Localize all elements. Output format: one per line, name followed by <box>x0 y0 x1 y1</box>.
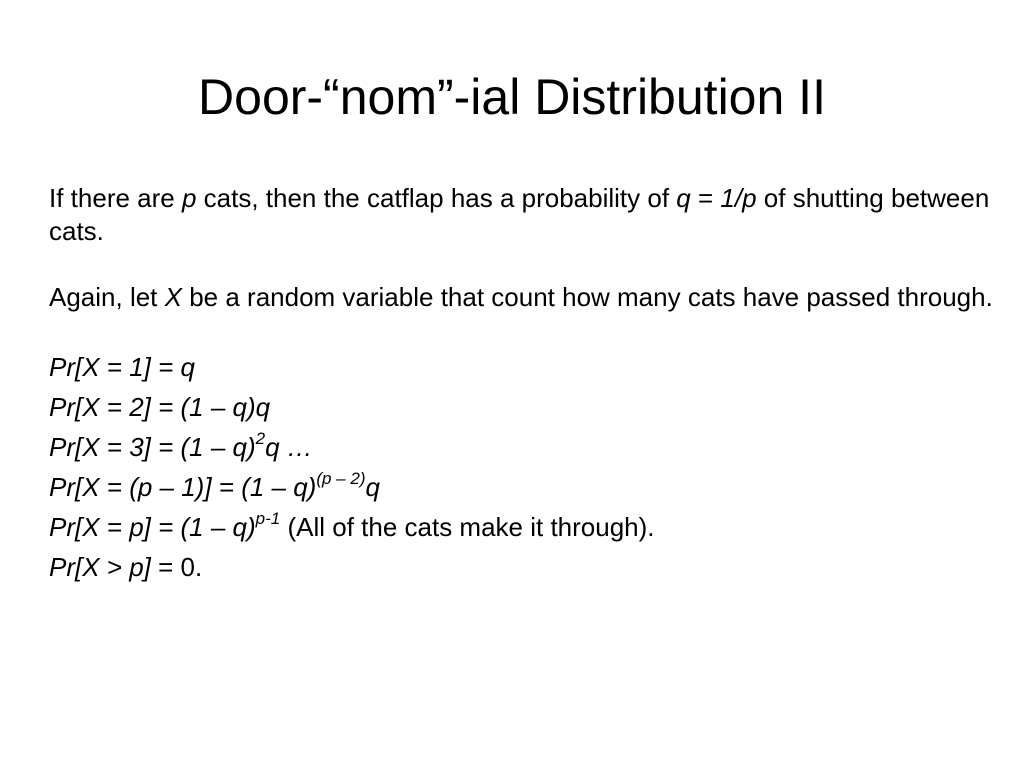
slide-title: Door-“nom”-ial Distribution II <box>198 69 826 125</box>
equation-note: = 0. <box>150 552 203 582</box>
equation-main: Pr[X = 3] = (1 – q) <box>49 432 256 462</box>
equation-line <box>49 547 999 587</box>
text-segment: be a random variable that count how many cats have passed through. <box>181 282 993 312</box>
text-segment: Again, let <box>49 282 165 312</box>
equation-main: Pr[X = p] = (1 – q) <box>49 512 256 542</box>
slide-body <box>49 182 999 587</box>
equation-note: (All of the cats make it through). <box>280 512 655 542</box>
equation-list <box>49 347 999 587</box>
equation-exponent: 2 <box>255 429 266 449</box>
equation-main: Pr[X > p] <box>49 552 151 582</box>
equation-tail: q <box>365 472 380 502</box>
equation-tail: q … <box>265 432 313 462</box>
equation-line <box>49 507 999 547</box>
text-segment: If there are <box>49 183 182 213</box>
text-segment: cats, then the catflap has a probability of <box>196 183 677 213</box>
equation-line <box>49 387 999 427</box>
paragraph-random-variable <box>49 281 999 314</box>
paragraph-probability <box>49 182 999 248</box>
text-segment: of shutting between cats. <box>49 183 990 246</box>
equation-exponent: p-1 <box>255 509 281 529</box>
equation-line <box>49 347 999 387</box>
equation-main: Pr[X = 1] = q <box>49 352 195 382</box>
variable-x: X <box>164 282 182 312</box>
equation-exponent: (p – 2) <box>316 469 366 489</box>
equation-main: Pr[X = 2] = (1 – q)q <box>49 392 271 422</box>
text-segment: = <box>690 183 721 213</box>
equation-line <box>49 467 999 507</box>
expression-one-over-p: 1/p <box>720 183 757 213</box>
variable-q: q <box>676 183 691 213</box>
equation-line <box>49 427 999 467</box>
equation-main: Pr[X = (p – 1)] = (1 – q) <box>49 472 317 502</box>
variable-p: p <box>181 183 197 213</box>
